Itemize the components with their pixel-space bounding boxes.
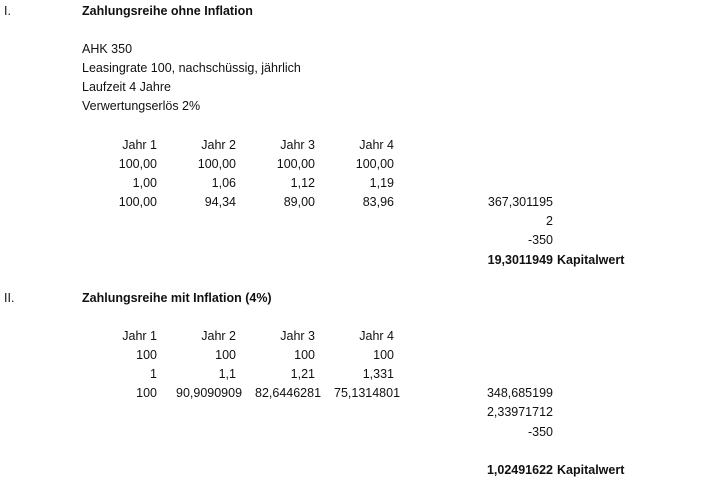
section2-title: Zahlungsreihe mit Inflation (4%) <box>82 291 272 305</box>
kapitalwert-value: 19,3011949 <box>487 253 553 267</box>
section1-info-line: Laufzeit 4 Jahre <box>82 80 171 94</box>
table-cell: 1,00 <box>132 176 157 190</box>
section2-header-jahr2: Jahr 2 <box>201 329 236 343</box>
section1-header-jahr1: Jahr 1 <box>122 138 157 152</box>
table-cell: 1,06 <box>211 176 236 190</box>
table-cell: 1,19 <box>369 176 394 190</box>
table-cell: 100 <box>136 348 157 362</box>
table-cell: 100,00 <box>197 157 236 171</box>
table-cell: 100,00 <box>276 157 315 171</box>
table-cell: 100,00 <box>118 157 157 171</box>
section1-info-line: Leasingrate 100, nachschüssig, jährlich <box>82 61 301 75</box>
table-cell: 75,1314801 <box>334 386 401 400</box>
total-value: 348,685199 <box>486 386 553 400</box>
kapitalwert-value: 1,02491622 <box>486 463 553 477</box>
section1-info-line: Verwertungserlös 2% <box>82 99 201 113</box>
total-value: 2,33971712 <box>486 405 553 419</box>
table-cell: 100 <box>136 386 157 400</box>
section1-info-line: AHK 350 <box>82 42 133 56</box>
section2-header-jahr4: Jahr 4 <box>359 329 394 343</box>
table-cell: 1,12 <box>290 176 315 190</box>
table-cell: 100 <box>215 348 236 362</box>
section1-header-jahr2: Jahr 2 <box>201 138 236 152</box>
section2-header-jahr3: Jahr 3 <box>280 329 315 343</box>
table-cell: 90,9090909 <box>176 386 243 400</box>
table-cell: 100,00 <box>355 157 394 171</box>
section1-numeral: I. <box>4 4 11 18</box>
table-cell: 100 <box>373 348 394 362</box>
total-value: 2 <box>546 214 553 228</box>
table-cell: 94,34 <box>204 195 236 209</box>
section1-title: Zahlungsreihe ohne Inflation <box>82 4 253 18</box>
section1-header-jahr4: Jahr 4 <box>359 138 394 152</box>
table-cell: 1 <box>150 367 157 381</box>
section2-numeral: II. <box>4 291 15 305</box>
total-value: -350 <box>527 425 553 439</box>
section2-header-jahr1: Jahr 1 <box>122 329 157 343</box>
table-cell: 100,00 <box>118 195 157 209</box>
table-cell: 83,96 <box>362 195 394 209</box>
table-cell: 1,1 <box>218 367 236 381</box>
table-cell: 1,21 <box>290 367 315 381</box>
table-cell: 100 <box>294 348 315 362</box>
total-value: -350 <box>527 233 553 247</box>
kapitalwert-label: Kapitalwert <box>557 253 625 267</box>
table-cell: 82,6446281 <box>255 386 322 400</box>
table-cell: 1,331 <box>362 367 394 381</box>
table-cell: 89,00 <box>283 195 315 209</box>
section1-header-jahr3: Jahr 3 <box>280 138 315 152</box>
total-value: 367,301195 <box>487 195 553 209</box>
kapitalwert-label: Kapitalwert <box>557 463 625 477</box>
